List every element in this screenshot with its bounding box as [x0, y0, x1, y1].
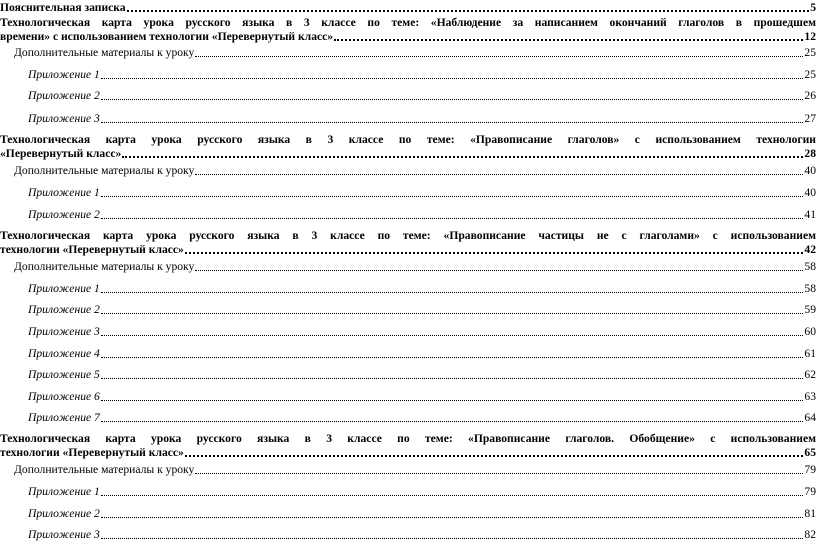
toc-entry-text: Приложение 1	[28, 282, 100, 295]
toc-heading-entry[interactable]	[0, 133, 816, 161]
dot-leader	[101, 375, 804, 379]
toc-entry-text: Технологическая карта урока русского языка в 3 классе по теме: «Наблюдение за написанием окончаний глаголов в прошедшем	[0, 16, 816, 29]
dot-leader	[101, 332, 804, 336]
page-number: 40	[804, 186, 816, 199]
page-number: 28	[804, 147, 816, 160]
toc-entry-text: Приложение 1	[28, 68, 100, 81]
toc-entry-text: Технологическая карта урока русского языка в 3 классе по теме: «Правописание глаголов» с использованием технологии	[0, 133, 816, 146]
dot-leader	[195, 470, 803, 474]
toc-entry-text: Дополнительные материалы к уроку	[14, 260, 195, 273]
page-number: 58	[804, 282, 816, 295]
toc-appendix-entry[interactable]	[0, 507, 816, 521]
toc-entry-text: Дополнительные материалы к уроку	[14, 46, 195, 59]
dot-leader	[101, 310, 804, 314]
toc-entry-text: Технологическая карта урока русского языка в 3 классе по теме: «Правописание глаголов. Обобщение» с использованием	[0, 432, 816, 445]
toc-entry-text: Приложение 3	[28, 112, 100, 125]
dot-leader	[101, 75, 804, 79]
toc-heading-entry[interactable]	[0, 16, 816, 44]
dot-leader	[101, 397, 804, 401]
dot-leader	[101, 215, 804, 219]
toc-entry-text: Приложение 2	[28, 507, 100, 520]
toc-appendix-entry[interactable]	[0, 303, 816, 317]
page-number: 81	[804, 507, 816, 520]
page-number: 27	[804, 112, 816, 125]
dot-leader	[101, 289, 804, 293]
toc-section-entry[interactable]	[0, 260, 816, 274]
toc-section-entry[interactable]	[0, 164, 816, 178]
dot-leader	[195, 267, 803, 271]
page-number: 61	[804, 347, 816, 360]
dot-leader	[185, 249, 804, 254]
toc-entry-text: технологии «Перевернутый класс»	[0, 446, 184, 459]
dot-leader	[195, 171, 803, 175]
page-number: 12	[804, 30, 816, 43]
page-number: 42	[804, 243, 816, 256]
toc-appendix-entry[interactable]	[0, 347, 816, 361]
page-number: 59	[804, 303, 816, 316]
page-number: 25	[804, 68, 816, 81]
page-number: 25	[804, 46, 816, 59]
toc-entry-text: Приложение 3	[28, 325, 100, 338]
page-number: 82	[804, 528, 816, 541]
toc-entry-text: «Перевернутый класс»	[0, 147, 122, 160]
page-number: 63	[804, 390, 816, 403]
dot-leader	[122, 153, 803, 158]
page-number: 60	[804, 325, 816, 338]
toc-appendix-entry[interactable]	[0, 89, 816, 103]
dot-leader	[127, 7, 810, 12]
page-number: 79	[804, 463, 816, 476]
toc-appendix-entry[interactable]	[0, 208, 816, 222]
dot-leader	[185, 452, 804, 457]
dot-leader	[101, 96, 804, 100]
toc-appendix-entry[interactable]	[0, 485, 816, 499]
toc-entry-text: Приложение 5	[28, 368, 100, 381]
toc-entry-text: Дополнительные материалы к уроку	[14, 463, 195, 476]
toc-appendix-entry[interactable]	[0, 186, 816, 200]
page-number: 40	[804, 164, 816, 177]
toc-appendix-entry[interactable]	[0, 411, 816, 425]
dot-leader	[334, 36, 803, 41]
dot-leader	[101, 119, 804, 123]
toc-appendix-entry[interactable]	[0, 68, 816, 82]
toc-entry-text: Дополнительные материалы к уроку	[14, 164, 195, 177]
page-number: 5	[810, 1, 816, 14]
dot-leader	[101, 514, 804, 518]
toc-appendix-entry[interactable]	[0, 528, 816, 542]
page-number: 64	[804, 411, 816, 424]
toc-appendix-entry[interactable]	[0, 112, 816, 126]
toc-entry-text: Приложение 4	[28, 347, 100, 360]
toc-entry-text: технологии «Перевернутый класс»	[0, 243, 184, 256]
page-number: 26	[804, 89, 816, 102]
toc-entry-text: Приложение 7	[28, 411, 100, 424]
toc-section-entry[interactable]	[0, 46, 816, 60]
toc-entry-text: Приложение 3	[28, 528, 100, 541]
toc-heading-entry[interactable]	[0, 1, 816, 15]
toc-entry-text: Приложение 1	[28, 186, 100, 199]
toc-appendix-entry[interactable]	[0, 325, 816, 339]
toc-entry-text: Пояснительная записка	[0, 1, 126, 14]
dot-leader	[101, 193, 804, 197]
toc-section-entry[interactable]	[0, 463, 816, 477]
page-number: 58	[804, 260, 816, 273]
toc-appendix-entry[interactable]	[0, 368, 816, 382]
dot-leader	[195, 53, 803, 57]
toc-appendix-entry[interactable]	[0, 390, 816, 404]
page-number: 62	[804, 368, 816, 381]
toc-entry-text: Приложение 6	[28, 390, 100, 403]
toc-heading-entry[interactable]	[0, 229, 816, 257]
toc-entry-text: Приложение 1	[28, 485, 100, 498]
toc-entry-text: Технологическая карта урока русского языка в 3 классе по теме: «Правописание частицы не с глаголами» с использованием	[0, 229, 816, 242]
toc-entry-text: Приложение 2	[28, 89, 100, 102]
dot-leader	[101, 418, 804, 422]
dot-leader	[101, 354, 804, 358]
dot-leader	[101, 492, 804, 496]
toc-appendix-entry[interactable]	[0, 282, 816, 296]
page-number: 79	[804, 485, 816, 498]
toc-entry-text: времени» с использованием технологии «Перевернутый класс»	[0, 30, 334, 43]
toc-heading-entry[interactable]	[0, 432, 816, 460]
toc-entry-text: Приложение 2	[28, 303, 100, 316]
toc-entry-text: Приложение 2	[28, 208, 100, 221]
page-number: 41	[804, 208, 816, 221]
page-number: 65	[804, 446, 816, 459]
dot-leader	[101, 535, 804, 539]
